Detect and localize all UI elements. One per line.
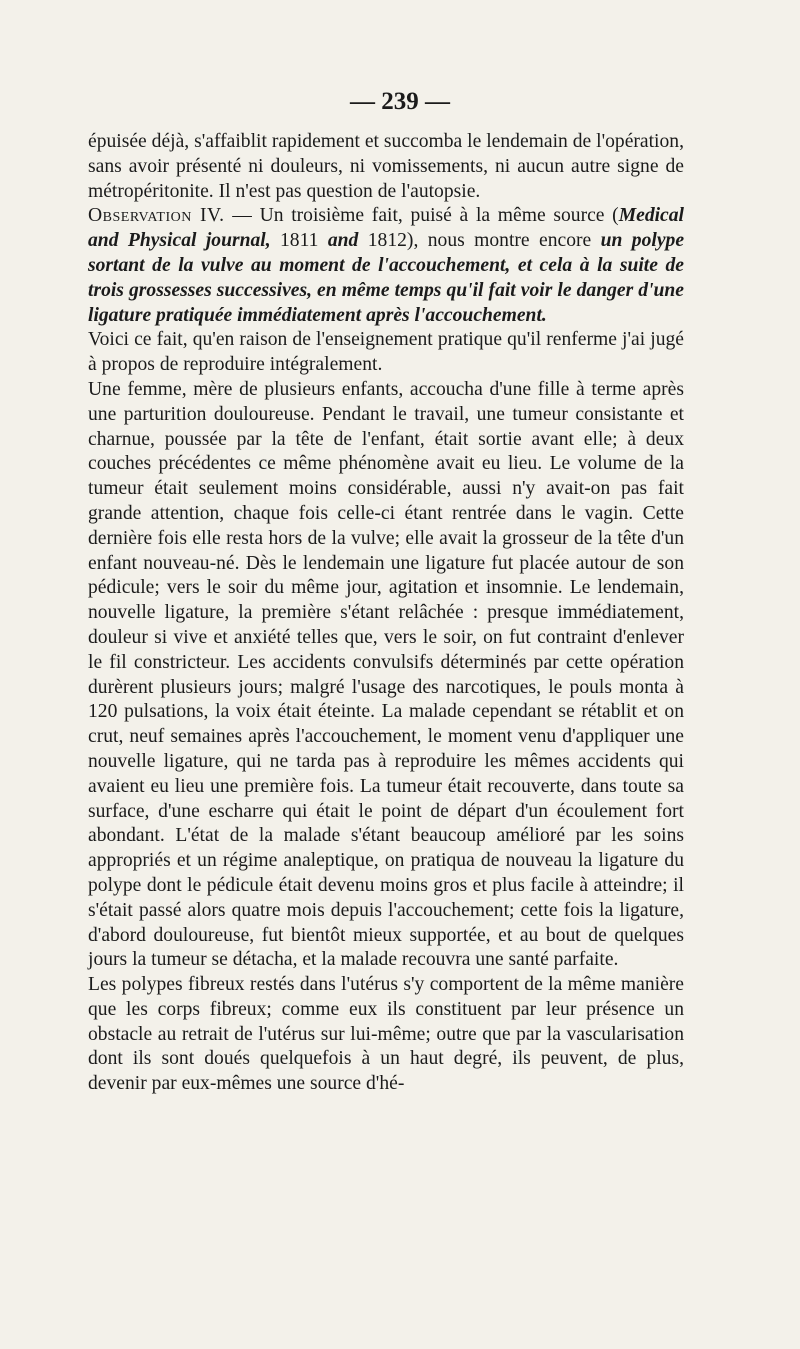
observation-text-a: — Un troisième fait, puisé à la même source (: [224, 205, 619, 227]
source-title: Medical and Physical journal,: [88, 205, 684, 252]
page-number: — 239 —: [350, 88, 450, 115]
paragraph-3: Voici ce fait, qu'en raison de l'enseignement pratique qu'il renferme j'ai jugé à propos de reproduire intégralement.: [88, 329, 684, 376]
observation-conj: and: [327, 230, 359, 252]
paragraph-4: Une femme, mère de plusieurs enfants, accoucha d'une fille à terme après une parturition douloureuse. Pendant le travail, une tumeur consistante et charnue, poussée par la tête de l'enfant, était sortie avant elle; à deux couches précédentes ce même phénomène avait eu lieu. Le volume de la tumeur était seulement moins considérable, aussi n'y avait-on pas fait grande attention, chaque fois celle-ci étant rentrée dans le vagin. Cette dernière fois elle resta hors de la vulve; elle avait la grosseur de la tête d'un enfant nouveau-né. Dès le lendemain une ligature fut placée autour de son pédicule; vers le soir du même jour, agitation et insomnie. Le lendemain, nouvelle ligature, la première s'étant relâchée : presque immédiatement, douleur si vive et anxiété telles que, vers le soir, on fut contraint d'enlever le fil constricteur. Les accidents convulsifs déterminés par cette opération durèrent plusieurs jours; malgré l'usage des narcotiques, le pouls monta à 120 pulsations, la voix était éteinte. La malade cependant se rétablit et on crut, neuf semaines après l'accouchement, le moment venu d'appliquer une nouvelle ligature, qui ne tarda pas à reproduire les mêmes accidents qui avaient eu lieu une première fois. La tumeur était recouverte, dans toute sa surface, d'une escharre qui était le point de départ d'un écoulement fort abondant. L'état de la malade s'étant beaucoup amélioré par les soins appropriés et un régime analeptique, on pratiqua de nouveau la ligature du polype dont le pédicule était devenu moins gros et plus facile à atteindre; il s'était passé alors quatre mois depuis l'accouchement; cette fois la ligature, d'abord douloureuse, fut bientôt mieux supportée, et au bout de quelques jours la tumeur se détacha, et la malade recouvra une santé parfaite.: [88, 378, 684, 971]
paragraph-observation: [88, 204, 684, 328]
observation-text-c: 1812), nous montre encore: [358, 230, 601, 252]
observation-text-b: 1811: [270, 230, 328, 252]
paragraph-1: épuisée déjà, s'affaiblit rapidement et succomba le lendemain de l'opération, sans avoir présenté ni douleurs, ni vomissements, ni aucun autre signe de métropéritonite. Il n'est pas question de l'autopsie.: [88, 131, 684, 202]
paragraph-5: Les polypes fibreux restés dans l'utérus s'y comportent de la même manière que les corps fibreux; comme eux ils constituent par leur présence un obstacle au retrait de l'utérus sur lui-même; outre que par la vascularisation dont ils sont doués quelquefois à un haut degré, ils peuvent, de plus, devenir par eux-mêmes une source d'hé-: [88, 974, 684, 1095]
observation-label: Observation IV.: [88, 205, 225, 227]
observation-emphasis: un polype sortant de la vulve au moment de l'accouchement, et cela à la suite de trois grossesses successives, en même temps qu'il fait voir le danger d'une ligature pratiquée immédiatement après l'accouchement.: [88, 230, 685, 326]
body-text: [88, 130, 684, 1097]
